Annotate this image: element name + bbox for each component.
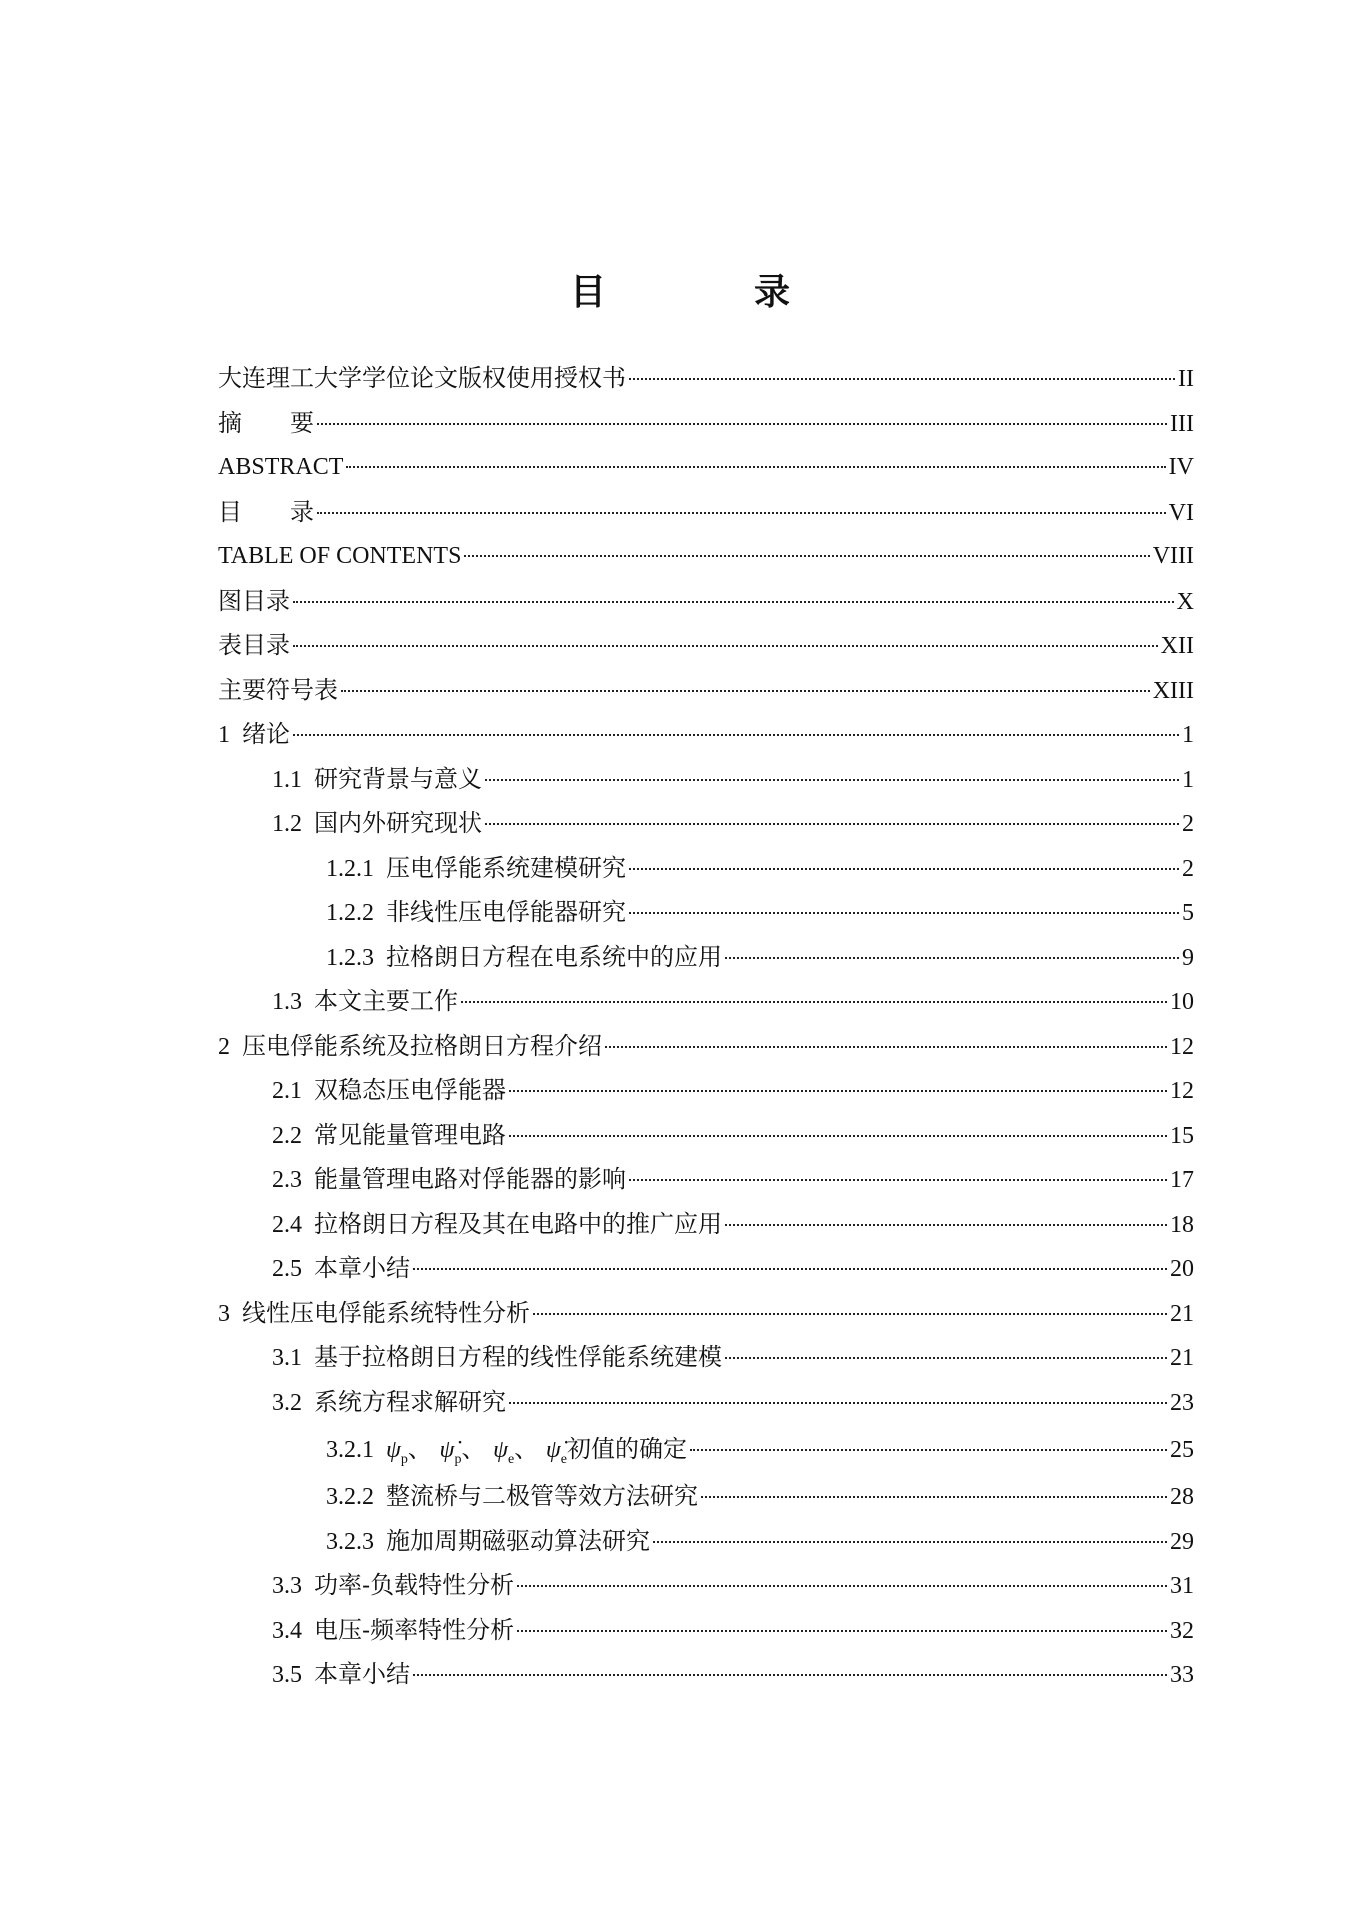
toc-entry-number: 1.2.2: [326, 900, 374, 926]
dot-leader: [629, 1179, 1167, 1181]
toc-entry[interactable]: [218, 712, 1194, 757]
dot-leader: [341, 690, 1150, 692]
toc-entry[interactable]: [218, 935, 1194, 980]
table-of-contents: [218, 356, 1194, 1697]
dot-leader: [485, 823, 1179, 825]
toc-entry-title: 压电俘能系统及拉格朗日方程介绍: [242, 1031, 602, 1060]
toc-entry[interactable]: [218, 846, 1194, 891]
toc-entry-page: 21: [1170, 1300, 1194, 1327]
dot-leader: [461, 1001, 1167, 1003]
dot-leader: [533, 1313, 1167, 1315]
toc-entry-number: 2: [218, 1033, 230, 1060]
toc-entry-title: 研究背景与意义: [314, 764, 482, 793]
toc-entry-page: 1: [1182, 766, 1194, 793]
toc-entry-title: 线性压电俘能系统特性分析: [242, 1298, 530, 1327]
toc-entry-number: 3.2: [272, 1389, 302, 1416]
toc-entry-page: 2: [1182, 855, 1194, 882]
dot-leader: [701, 1496, 1167, 1498]
dot-leader: [293, 601, 1174, 603]
toc-entry-page: 33: [1170, 1662, 1194, 1688]
toc-entry-number: 2.4: [272, 1211, 302, 1238]
symbol-psi-dot-e: $\psi̇_e$: [545, 1437, 567, 1467]
toc-entry-number: 2.3: [272, 1167, 302, 1193]
toc-entry[interactable]: [218, 1608, 1194, 1653]
toc-entry-page: VIII: [1152, 543, 1194, 569]
toc-entry-page: 25: [1170, 1437, 1194, 1463]
dot-leader: [413, 1268, 1167, 1270]
toc-entry-title: 非线性压电俘能器研究: [386, 898, 626, 926]
toc-entry-title: 本章小结: [314, 1660, 410, 1688]
toc-entry-page: X: [1176, 588, 1194, 615]
toc-entry-page: 17: [1170, 1167, 1194, 1193]
toc-entry[interactable]: [218, 801, 1194, 846]
toc-entry[interactable]: [218, 401, 1194, 446]
toc-entry[interactable]: [218, 1246, 1194, 1291]
toc-entry[interactable]: [218, 1519, 1194, 1564]
toc-entry-page: 21: [1170, 1345, 1194, 1371]
dot-leader: [629, 378, 1175, 380]
toc-entry[interactable]: [218, 356, 1194, 401]
dot-leader: [653, 1541, 1167, 1543]
toc-entry-number: 2.1: [272, 1078, 302, 1104]
toc-entry-title: 初值的确定: [566, 1435, 687, 1463]
toc-entry-number: 1.2.1: [326, 855, 374, 882]
toc-entry-number: 3.4: [272, 1617, 302, 1644]
toc-entry-page: 5: [1182, 900, 1194, 926]
toc-entry[interactable]: [218, 490, 1194, 535]
toc-entry-title: 双稳态压电俘能器: [314, 1076, 506, 1104]
toc-entry-page: 12: [1170, 1078, 1194, 1104]
toc-entry-title: 常见能量管理电路: [314, 1120, 506, 1149]
toc-entry-title: 系统方程求解研究: [314, 1387, 506, 1416]
toc-entry-page: 31: [1170, 1573, 1194, 1599]
toc-entry-title: 整流桥与二极管等效方法研究: [386, 1482, 698, 1510]
toc-entry[interactable]: [218, 623, 1194, 668]
toc-entry-page: 10: [1170, 989, 1194, 1015]
toc-entry-title: 基于拉格朗日方程的线性俘能系统建模: [314, 1343, 722, 1371]
toc-entry-page: XIII: [1152, 677, 1194, 704]
toc-entry[interactable]: [218, 757, 1194, 802]
toc-entry-title: TABLE OF CONTENTS: [218, 543, 462, 569]
toc-entry-page: II: [1178, 366, 1194, 392]
dot-leader: [690, 1449, 1167, 1451]
dot-leader: [509, 1135, 1167, 1137]
toc-entry-number: 2.5: [272, 1256, 302, 1282]
toc-entry-title: 电压-频率特性分析: [314, 1615, 515, 1644]
toc-entry-number: 3.2.2: [326, 1484, 374, 1510]
toc-entry-number: 1.1: [272, 766, 302, 793]
toc-entry-title: 能量管理电路对俘能器的影响: [314, 1165, 626, 1193]
toc-entry[interactable]: [218, 979, 1194, 1024]
toc-entry[interactable]: [218, 668, 1194, 713]
toc-entry-number: 3.3: [272, 1573, 302, 1599]
toc-entry-symbols: $\psi_p$、 $\psi̇_p$、 $\psi_e$、 $\psi̇_e$: [386, 1435, 567, 1467]
dot-leader: [725, 1224, 1167, 1226]
toc-entry-number: 3.2.1: [326, 1437, 374, 1463]
toc-entry-number: 1: [218, 722, 230, 748]
toc-entry-page: IV: [1168, 454, 1194, 480]
toc-entry[interactable]: [218, 1068, 1194, 1113]
toc-entry-title: 表目录: [218, 631, 290, 659]
dot-leader: [413, 1674, 1167, 1676]
symbol-psi-dot-p: $\psi̇_p$: [439, 1437, 462, 1467]
toc-entry-number: 3.5: [272, 1662, 302, 1688]
page-title: 目 录: [569, 272, 846, 313]
toc-entry-page: 20: [1170, 1256, 1194, 1282]
toc-entry[interactable]: [218, 534, 1194, 579]
toc-entry[interactable]: [218, 1563, 1194, 1608]
toc-entry-number: 1.2.3: [326, 944, 374, 971]
toc-entry-title: 压电俘能系统建模研究: [386, 853, 626, 882]
toc-entry[interactable]: [218, 890, 1194, 935]
toc-entry[interactable]: [218, 1113, 1194, 1158]
toc-entry[interactable]: [218, 445, 1194, 490]
dot-leader: [517, 1630, 1167, 1632]
toc-entry-page: 23: [1170, 1389, 1194, 1416]
dot-leader: [485, 779, 1179, 781]
toc-entry[interactable]: [218, 1474, 1194, 1519]
dot-leader: [629, 912, 1179, 914]
dot-leader: [464, 555, 1149, 557]
dot-leader: [517, 1585, 1167, 1587]
toc-entry-title: 施加周期磁驱动算法研究: [386, 1526, 650, 1555]
toc-entry-title: ABSTRACT: [218, 454, 344, 480]
dot-leader: [317, 512, 1166, 514]
toc-entry-number: 3.1: [272, 1345, 302, 1371]
toc-entry[interactable]: [218, 1202, 1194, 1247]
toc-entry[interactable]: [218, 1024, 1194, 1069]
dot-leader: [509, 1090, 1167, 1092]
toc-entry-title: 主要符号表: [218, 675, 338, 704]
toc-entry[interactable]: [218, 1157, 1194, 1202]
toc-entry-page: 1: [1182, 722, 1194, 748]
toc-entry-title: 拉格朗日方程及其在电路中的推广应用: [314, 1209, 722, 1238]
toc-entry[interactable]: [218, 1335, 1194, 1380]
toc-entry-title: 摘 要: [218, 408, 314, 437]
dot-leader: [605, 1046, 1167, 1048]
toc-entry-title: 绪论: [242, 720, 290, 748]
toc-entry-number: 1.2: [272, 811, 302, 837]
dot-leader: [629, 868, 1179, 870]
dot-leader: [293, 734, 1179, 736]
toc-entry-title: 大连理工大学学位论文版权使用授权书: [218, 364, 626, 392]
toc-entry-page: 12: [1170, 1033, 1194, 1060]
toc-entry-page: VI: [1168, 499, 1194, 526]
toc-entry-page: 28: [1170, 1484, 1194, 1510]
toc-entry-title: 本章小结: [314, 1254, 410, 1282]
dot-leader: [346, 466, 1165, 468]
dot-leader: [725, 957, 1179, 959]
dot-leader: [317, 423, 1167, 425]
toc-entry-page: 2: [1182, 811, 1194, 837]
dot-leader: [509, 1402, 1167, 1404]
toc-entry-number: 3.2.3: [326, 1528, 374, 1555]
dot-leader: [293, 645, 1158, 647]
toc-entry-page: 15: [1170, 1122, 1194, 1149]
toc-entry-page: 29: [1170, 1528, 1194, 1555]
toc-entry-title: 图目录: [218, 586, 290, 615]
toc-entry-title: 功率-负载特性分析: [314, 1571, 515, 1599]
toc-entry[interactable]: [218, 579, 1194, 624]
toc-entry-number: 1.3: [272, 989, 302, 1015]
toc-entry-number: 3: [218, 1300, 230, 1327]
toc-entry-page: III: [1170, 410, 1194, 437]
toc-entry[interactable]: [218, 1291, 1194, 1336]
toc-entry-title: 拉格朗日方程在电系统中的应用: [386, 942, 722, 971]
dot-leader: [725, 1357, 1167, 1359]
toc-entry[interactable]: [218, 1380, 1194, 1425]
toc-entry-page: 18: [1170, 1211, 1194, 1238]
toc-entry-page: 32: [1170, 1617, 1194, 1644]
toc-entry-page: XII: [1160, 633, 1194, 659]
toc-entry[interactable]: [218, 1424, 1194, 1474]
toc-entry-title: 目 录: [218, 497, 314, 526]
toc-entry-number: 2.2: [272, 1122, 302, 1149]
toc-entry-page: 9: [1182, 944, 1194, 971]
symbol-psi-p: $\psi_p$: [386, 1437, 408, 1467]
symbol-psi-e: $\psi_e$: [493, 1437, 515, 1467]
toc-entry-title: 国内外研究现状: [314, 809, 482, 837]
toc-entry-title: 本文主要工作: [314, 987, 458, 1015]
toc-entry[interactable]: [218, 1652, 1194, 1697]
